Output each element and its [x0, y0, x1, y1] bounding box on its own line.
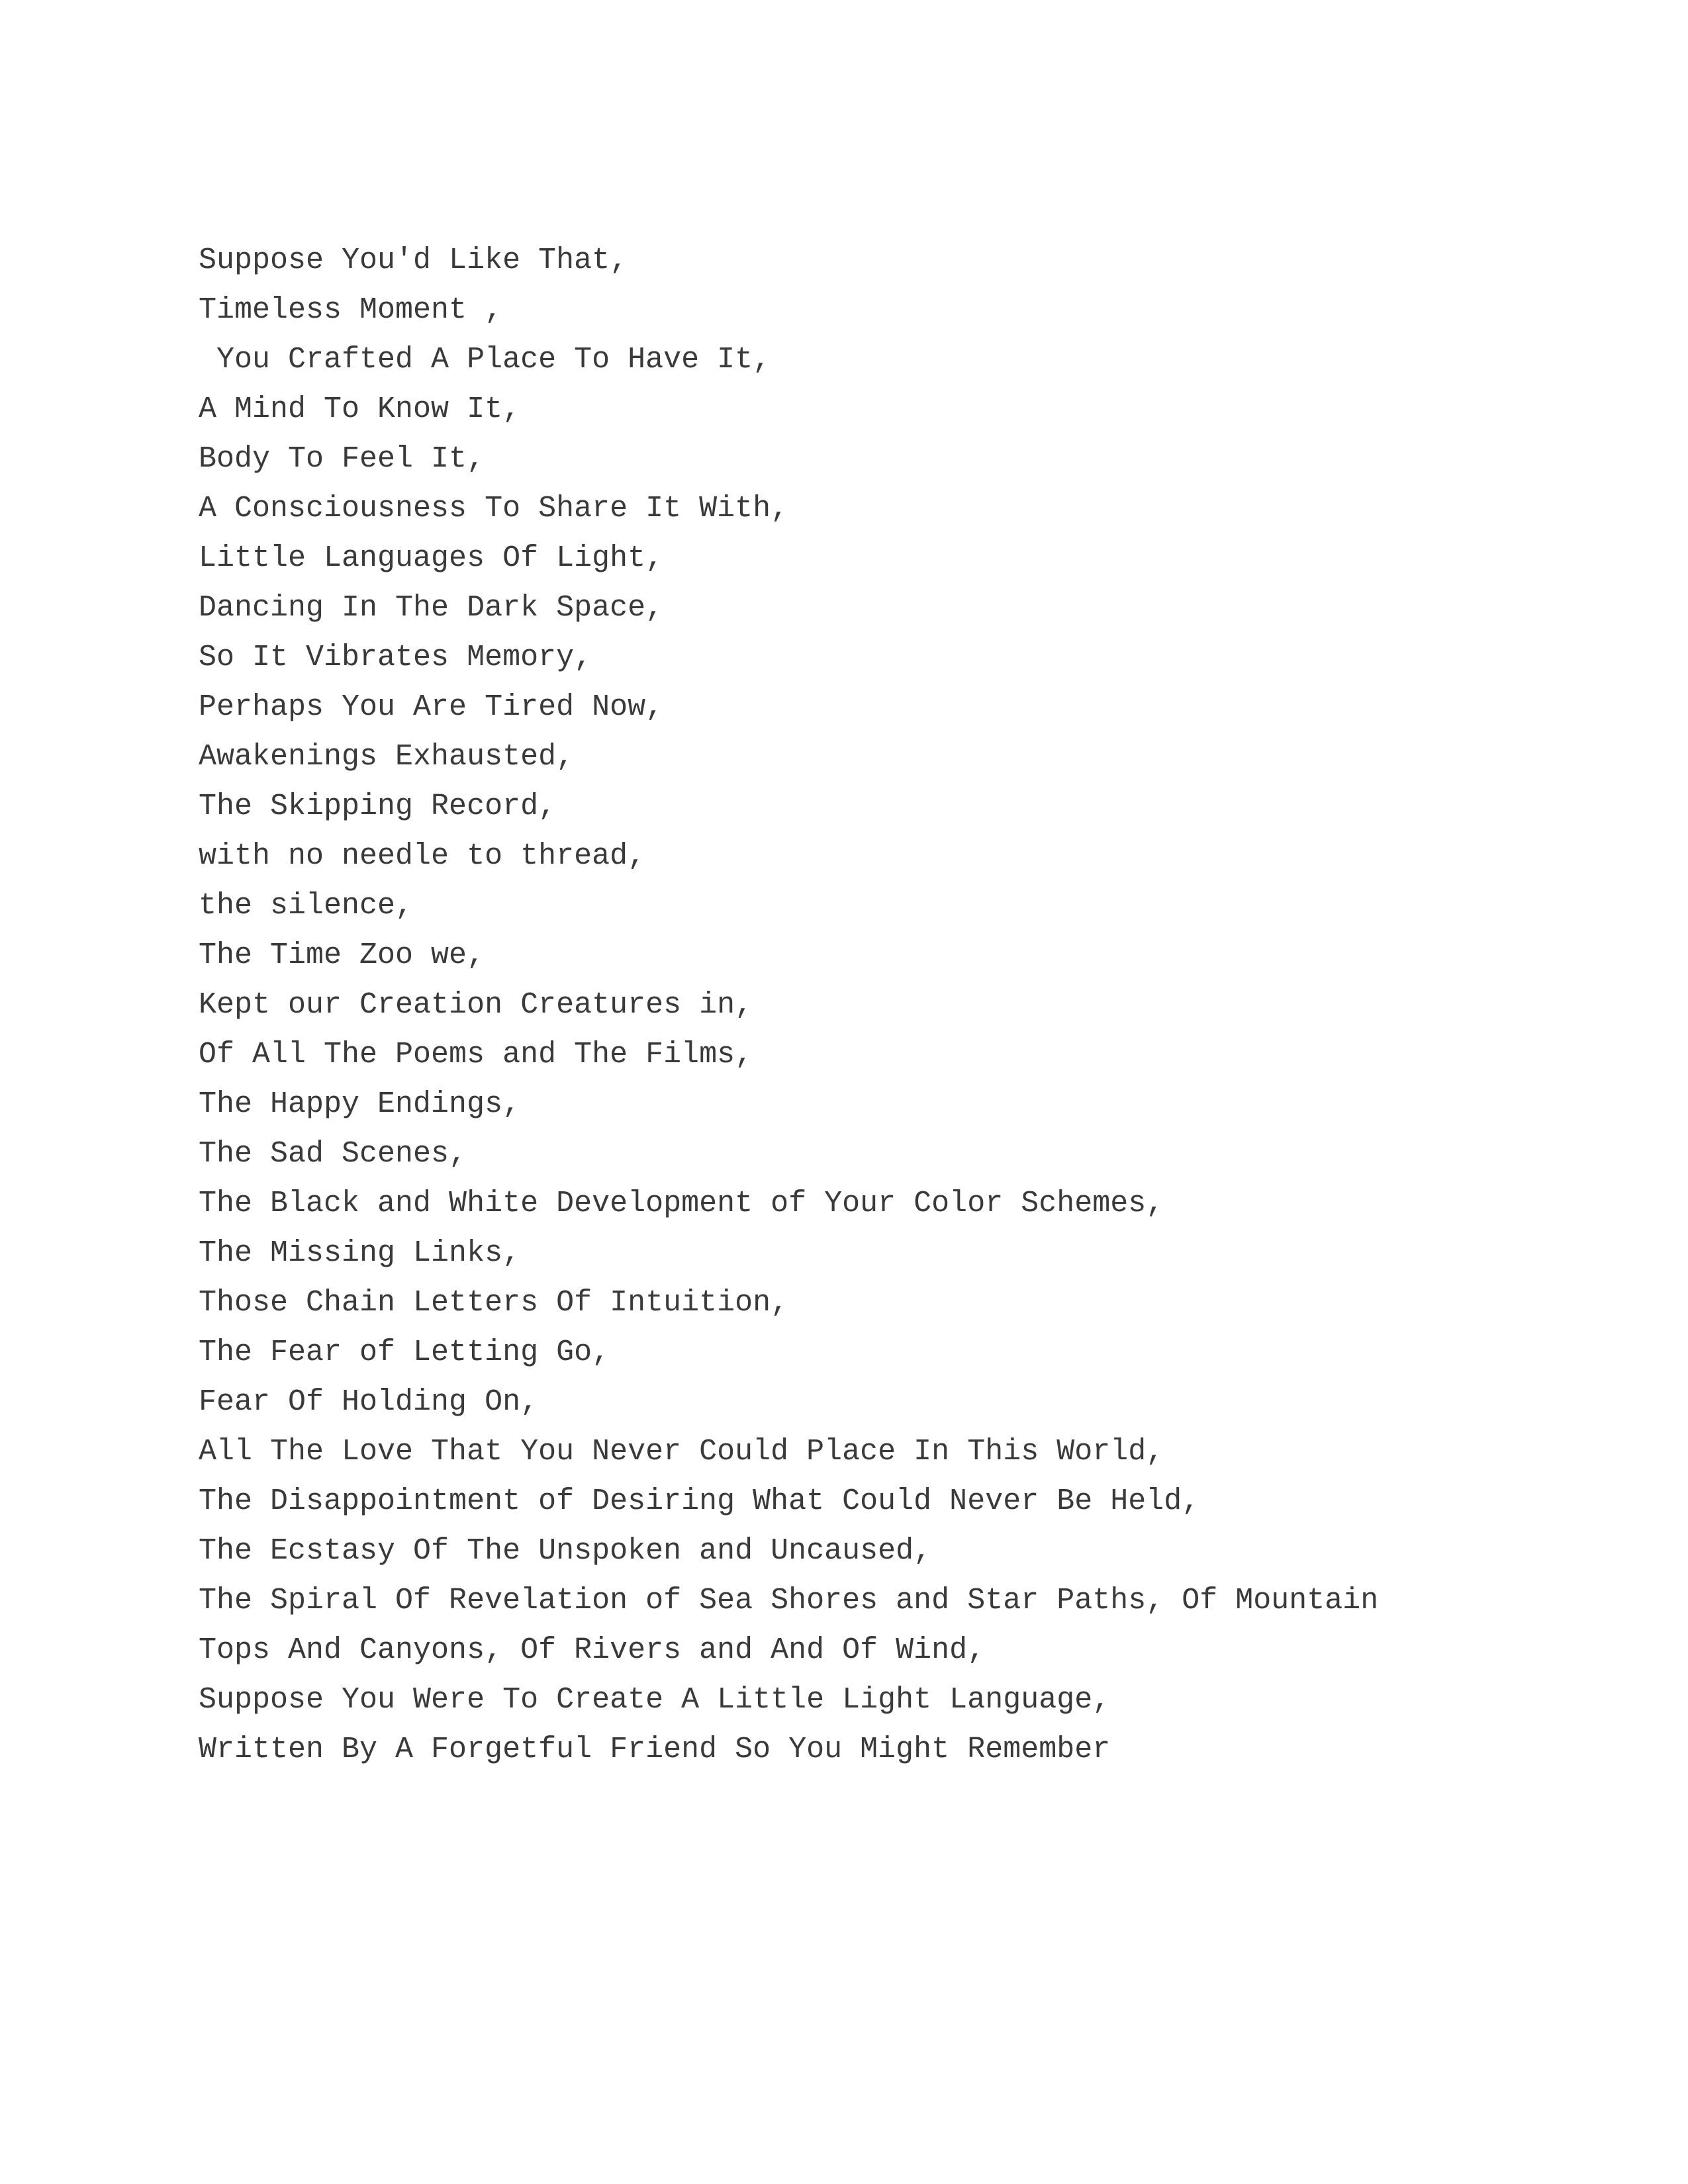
- poem-line: Little Languages Of Light,: [199, 541, 664, 575]
- poem-line: The Skipping Record,: [199, 790, 557, 823]
- poem-line: Of All The Poems and The Films,: [199, 1038, 753, 1071]
- poem-line: So It Vibrates Memory,: [199, 641, 592, 674]
- poem-line: The Time Zoo we,: [199, 938, 485, 972]
- poem-line: Those Chain Letters Of Intuition,: [199, 1286, 789, 1320]
- poem-line: The Happy Endings,: [199, 1087, 521, 1121]
- poem-line: A Consciousness To Share It With,: [199, 492, 789, 525]
- poem-line: You Crafted A Place To Have It,: [199, 343, 771, 377]
- poem-line: the silence,: [199, 889, 414, 923]
- poem-line: Awakenings Exhausted,: [199, 740, 575, 774]
- poem-line: Perhaps You Are Tired Now,: [199, 690, 664, 724]
- poem-line: Dancing In The Dark Space,: [199, 591, 664, 625]
- poem-line: The Sad Scenes,: [199, 1137, 467, 1171]
- poem-line: Body To Feel It,: [199, 442, 485, 476]
- poem-line: Suppose You Were To Create A Little Light Language,: [199, 1683, 1111, 1717]
- poem-line: The Spiral Of Revelation of Sea Shores and Star Paths, Of Mountain: [199, 1584, 1379, 1617]
- poem-line: The Fear of Letting Go,: [199, 1336, 610, 1369]
- poem-line: The Ecstasy Of The Unspoken and Uncaused,: [199, 1534, 932, 1568]
- poem-line: Timeless Moment ,: [199, 293, 503, 327]
- poem-line: Written By A Forgetful Friend So You Might Remember: [199, 1733, 1111, 1766]
- poem-line: Kept our Creation Creatures in,: [199, 988, 753, 1022]
- poem-line: Tops And Canyons, Of Rivers and And Of Wind,: [199, 1633, 986, 1667]
- poem-line: The Missing Links,: [199, 1236, 521, 1270]
- poem-line: with no needle to thread,: [199, 839, 646, 873]
- poem-line: Fear Of Holding On,: [199, 1385, 539, 1419]
- poem-line: All The Love That You Never Could Place In This World,: [199, 1435, 1164, 1469]
- poem-line: The Black and White Development of Your Color Schemes,: [199, 1187, 1164, 1220]
- poem-line: A Mind To Know It,: [199, 392, 521, 426]
- poem-line: Suppose You'd Like That,: [199, 244, 628, 277]
- poem-line: The Disappointment of Desiring What Could Never Be Held,: [199, 1484, 1200, 1518]
- poem-body: [199, 236, 1523, 1774]
